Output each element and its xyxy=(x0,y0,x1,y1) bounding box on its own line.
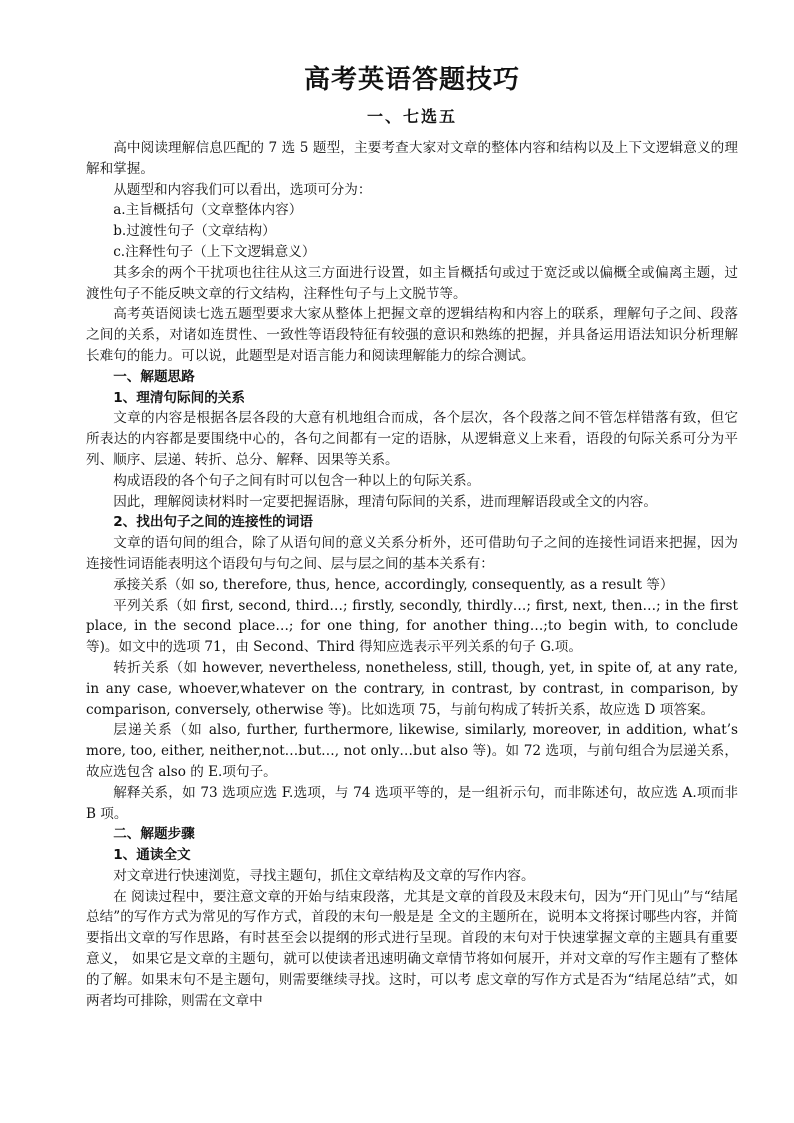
paragraph: 其多余的两个干扰项也往往从这三方面进行设置，如主旨概括句或过于宽泛或以偏概全或偏离主题，过渡性句子不能反映文章的行文结构，注释性句子与上文脱节等。 xyxy=(86,264,738,302)
paragraph: b.过渡性句子（文章结构） xyxy=(113,223,276,240)
section-subheading: 二、解题步骤 xyxy=(113,826,195,843)
section-heading: 一、七选五 xyxy=(366,107,457,126)
paragraph: 承接关系（如 so, therefore, thus, hence, accordingly, consequently, as a result 等） xyxy=(113,576,674,593)
paragraph: 从题型和内容我们可以看出，选项可分为： xyxy=(113,181,372,198)
paragraph: 转折关系（如 however, nevertheless, nonetheless, still, though, yet, in spite of, at any rate, in any case, whoever,whatever on the contrary, in contrast, by contrast, in comparison, by comparison, conversely, otherwise 等)。比如选项 75，与前句构成了转折关系，故应选 D 项答案。 xyxy=(86,659,738,718)
paragraph: 平列关系（如 first, second, third…; firstly, secondly, thirdly…; first, next, then…; in the first place, in the second place…; for one thing, for another thing…;to begin with, to conclude 等)。如文中的选项 71，由 Second、Third 得知应选表示平列关系的句子 G.项。 xyxy=(86,597,738,656)
section-subheading: 1、理清句际间的关系 xyxy=(113,389,245,406)
paragraph: 高中阅读理解信息匹配的 7 选 5 题型，主要考查大家对文章的整体内容和结构以及上下文逻辑意义的理解和掌握。 xyxy=(86,140,738,177)
paragraph: 因此，理解阅读材料时一定要把握语脉，理清句际间的关系，进而理解语段或全文的内容。 xyxy=(113,493,657,510)
paragraph: 解释关系，如 73 选项应选 F.选项，与 74 选项平等的，是一组祈示句，而非陈述句，故应选 A.项而非 B 项。 xyxy=(86,784,738,822)
paragraph: 层递关系（如 also, further, furthermore, likewise, similarly, moreover, in addition, what’s more, too, either, neither,not…but…, not only…but also 等)。如 72 选项，与前句组合为层递关系，故应选包含 also 的 E.项句子。 xyxy=(86,722,738,780)
paragraph: a.主旨概括句（文章整体内容） xyxy=(113,202,303,219)
paragraph: c.注释性句子（上下文逻辑意义） xyxy=(113,243,316,260)
paragraph: 高考英语阅读七选五题型要求大家从整体上把握文章的逻辑结构和内容上的联系，理解句子之间、段落之间的关系，对诸如连贯性、一致性等语段特征有较强的意识和熟练的把握，并具备运用语法知识分析理解长难句的能力。可以说，此题型是对语言能力和阅读理解能力的综合测试。 xyxy=(86,306,738,364)
paragraph: 在 阅读过程中，要注意文章的开始与结束段落，尤其是文章的首段及末段末句，因为“开门见山”与“结尾总结”的写作方式为常见的写作方式，首段的末句一般是是 全文的主题所在，说明本文将探讨哪些内容，并简要指出文章的写作思路，有时甚至会以提纲的形式进行呈现。首段的末句对于快速掌握文章的主题具有重要意义， 如果它是文章的主题句，就可以使读者迅速明确文章情节将如何展开，并对文章的写作主题有了整体的了解。如果末句不是主题句，则需要继续寻找。这时，可以考 虑文章的写作方式是否为“结尾总结”式，如两者均可排除，则需在文章中 xyxy=(86,888,738,1009)
document-body xyxy=(86,138,738,1011)
paragraph: 文章的语句间的组合，除了从语句间的意义关系分析外，还可借助句子之间的连接性词语来把握，因为连接性词语能表明这个语段句与句之间、层与层之间的基本关系有： xyxy=(86,535,738,572)
section-subheading: 一、解题思路 xyxy=(113,368,195,385)
paragraph: 对文章进行快速浏览，寻找主题句，抓住文章结构及文章的写作内容。 xyxy=(113,867,535,884)
paragraph: 构成语段的各个句子之间有时可以包含一种以上的句际关系。 xyxy=(113,472,481,489)
section-subheading: 2、找出句子之间的连接性的词语 xyxy=(113,514,313,531)
document-title: 高考英语答题技巧 xyxy=(303,65,520,95)
paragraph: 文章的内容是根据各层各段的大意有机地组合而成，各个层次，各个段落之间不管怎样错落有致，但它所表达的内容都是要围绕中心的，各句之间都有一定的语脉，从逻辑意义上来看，语段的句际关系可分为平列、顺序、层递、转折、总分、解释、因果等关系。 xyxy=(86,410,738,468)
section-subheading: 1、通读全文 xyxy=(113,847,191,864)
